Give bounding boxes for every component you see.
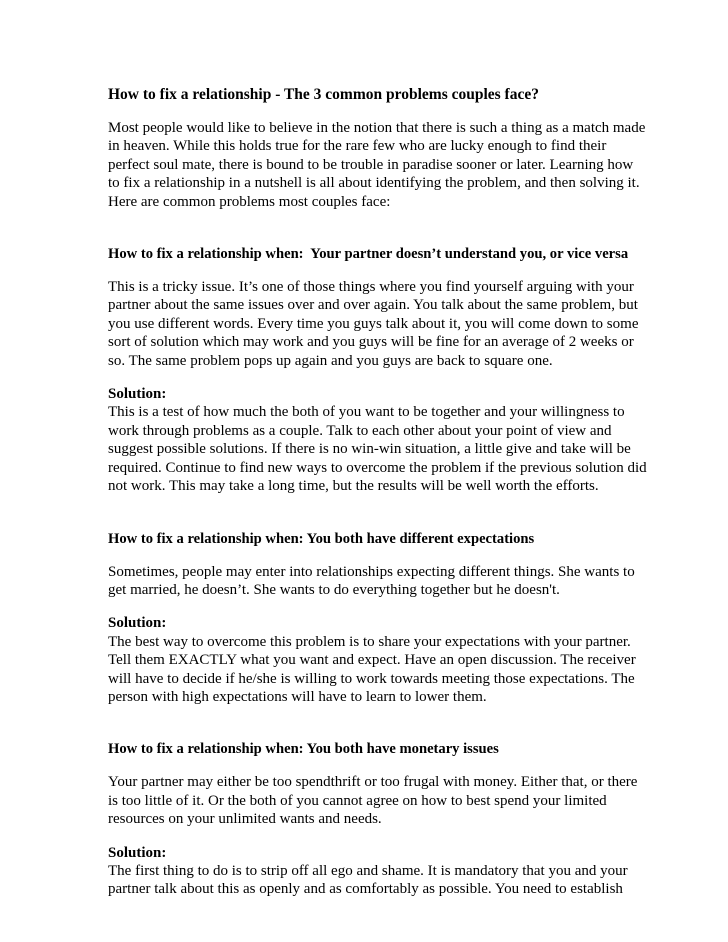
text-line: you use different words. Every time you guys talk about it, you will come down to some bbox=[108, 315, 639, 332]
text-line: is too little of it. Or the both of you cannot agree on how to best spend your limited bbox=[108, 792, 607, 809]
solution-label: Solution: bbox=[108, 386, 167, 403]
text-line: Most people would like to believe in the notion that there is such a thing as a match made bbox=[108, 120, 646, 136]
solution-label: Solution: bbox=[108, 615, 167, 632]
text-line: get married, he doesn’t. She wants to do everything together but he doesn't. bbox=[108, 581, 560, 598]
intro-paragraph bbox=[108, 119, 646, 211]
problem-paragraph bbox=[108, 563, 635, 600]
text-line: Tell them EXACTLY what you want and expect. Have an open discussion. The receiver bbox=[108, 652, 636, 669]
problem-paragraph bbox=[108, 278, 639, 370]
text-line: Sometimes, people may enter into relationships expecting different things. She wants to bbox=[108, 563, 635, 580]
text-line: Your partner may either be too spendthrift or too frugal with money. Either that, or there bbox=[108, 774, 638, 791]
text-line: required. Continue to find new ways to overcome the problem if the previous solution did bbox=[108, 459, 647, 476]
text-line: This is a tricky issue. It’s one of those things where you find yourself arguing with your bbox=[108, 279, 634, 296]
text-line: so. The same problem pops up again and you guys are back to square one. bbox=[108, 352, 553, 369]
solution-paragraph bbox=[108, 614, 636, 706]
text-line: not work. This may take a long time, but the results will be well worth the efforts. bbox=[108, 478, 599, 495]
text-line: sort of solution which may work and you guys will be fine for an average of 2 weeks or bbox=[108, 334, 634, 351]
text-line: resources on your unlimited wants and needs. bbox=[108, 811, 382, 828]
text-line: work through problems as a couple. Talk to each other about your point of view and bbox=[108, 422, 612, 439]
problem-paragraph bbox=[108, 773, 638, 828]
text-line: perfect soul mate, there is bound to be trouble in paradise sooner or later. Learning how bbox=[108, 156, 634, 173]
document-title: How to fix a relationship - The 3 common problems couples face? bbox=[108, 86, 539, 103]
text-line: suggest possible solutions. If there is no win-win situation, a little give and take will be bbox=[108, 441, 631, 458]
text-line: to fix a relationship in a nutshell is all about identifying the problem, and then solving it. bbox=[108, 175, 640, 192]
solution-paragraph bbox=[108, 844, 628, 899]
text-line: The first thing to do is to strip off all ego and shame. It is mandatory that you and your bbox=[108, 862, 628, 879]
text-line: This is a test of how much the both of you want to be together and your willingness to bbox=[108, 404, 625, 421]
solution-label: Solution: bbox=[108, 844, 167, 861]
section-heading: How to fix a relationship when: You both have different expectations bbox=[108, 530, 535, 547]
solution-paragraph bbox=[108, 385, 647, 495]
section-heading: How to fix a relationship when: Your partner doesn’t understand you, or vice versa bbox=[108, 246, 629, 263]
text-line: Here are common problems most couples face: bbox=[108, 193, 391, 210]
text-line: partner about the same issues over and over again. You talk about the same problem, but bbox=[108, 297, 638, 314]
text-line: partner talk about this as openly and as comfortably as possible. You need to establish bbox=[108, 881, 623, 898]
text-line: person with high expectations will have to learn to lower them. bbox=[108, 688, 487, 705]
text-line: The best way to overcome this problem is to share your expectations with your partner. bbox=[108, 633, 631, 650]
section-heading: How to fix a relationship when: You both have monetary issues bbox=[108, 741, 499, 758]
text-line: in heaven. While this holds true for the rare few who are lucky enough to find their bbox=[108, 138, 607, 155]
text-line: will have to decide if he/she is willing to work towards meeting those expectations. The bbox=[108, 670, 635, 687]
